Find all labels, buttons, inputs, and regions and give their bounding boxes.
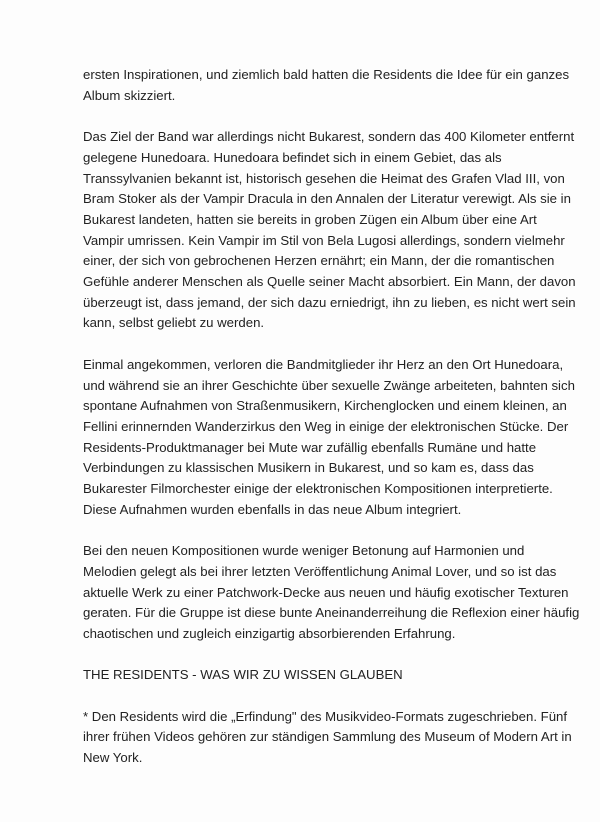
text-line: Bukarest landeten, hatten sie bereits in groben Zügen ein Album über eine Art bbox=[83, 211, 537, 227]
text-line: Das Ziel der Band war allerdings nicht Bukarest, sondern das 400 Kilometer entfernt bbox=[83, 129, 575, 145]
bullet-paragraph bbox=[83, 707, 572, 769]
text-line: spontane Aufnahmen von Straßenmusikern, Kirchenglocken und einem kleinen, an bbox=[83, 398, 567, 414]
text-line: kann, selbst geliebt zu werden. bbox=[83, 315, 265, 331]
text-line: Verbindungen zu klassischen Musikern in Bukarest, und so kam es, dass das bbox=[83, 460, 534, 476]
text-line: überzeugt ist, dass jemand, der sich dazu erniedrigt, ihn zu lieben, es nicht wert sein bbox=[83, 294, 576, 310]
paragraph bbox=[83, 355, 575, 521]
text-line: Gefühle anderer Menschen als Quelle seiner Macht absorbiert. Ein Mann, der davon bbox=[83, 274, 576, 290]
paragraph bbox=[83, 65, 570, 106]
text-line: Bukarester Filmorchester einige der elektronischen Kompositionen interpretierte. bbox=[83, 481, 553, 497]
text-line: chaotischen und zugleich einzigartig absorbierenden Erfahrung. bbox=[83, 625, 456, 641]
text-line: Melodien gelegt als bei ihrer letzten Veröffentlichung Animal Lover, und so ist das bbox=[83, 563, 557, 579]
section-heading: THE RESIDENTS - WAS WIR ZU WISSEN GLAUBEN bbox=[83, 667, 403, 683]
text-line: Album skizziert. bbox=[83, 87, 176, 103]
text-line: geraten. Für die Gruppe ist diese bunte Aneinanderreihung die Reflexion einer häufig bbox=[83, 605, 580, 621]
text-line: gelegene Hunedoara. Hunedoara befindet sich in einem Gebiet, das als bbox=[83, 149, 502, 165]
text-line: einer, der sich von gebrochenen Herzen ernährt; ein Mann, der die romantischen bbox=[83, 253, 555, 269]
text-line: Vampir umrissen. Kein Vampir im Stil von Bela Lugosi allerdings, sondern vielmehr bbox=[83, 232, 565, 248]
text-line: Fellini erinnernden Wanderzirkus den Weg in einige der elektronischen Stücke. Der bbox=[83, 418, 569, 434]
text-line: ersten Inspirationen, und ziemlich bald hatten die Residents die Idee für ein ganzes bbox=[83, 67, 570, 82]
text-line: Residents-Produktmanager bei Mute war zufällig ebenfalls Rumäne und hatte bbox=[83, 439, 537, 455]
text-line: Bei den neuen Kompositionen wurde weniger Betonung auf Harmonien und bbox=[83, 543, 525, 559]
text-line: Bram Stoker als der Vampir Dracula in den Annalen der Literatur verewigt. Als sie in bbox=[83, 191, 571, 207]
body-paragraphs bbox=[83, 65, 580, 645]
paragraph bbox=[83, 127, 576, 334]
text-line: New York. bbox=[83, 750, 143, 766]
text-line: Diese Aufnahmen wurden ebenfalls in das neue Album integriert. bbox=[83, 501, 462, 517]
paragraph bbox=[83, 541, 580, 645]
text-line: aktuelle Werk zu einer Patchwork-Decke aus neuen und häufig exotischer Texturen bbox=[83, 584, 569, 600]
text-line: ihrer frühen Videos gehören zur ständigen Sammlung des Museum of Modern Art in bbox=[83, 729, 572, 745]
text-line: Einmal angekommen, verloren die Bandmitglieder ihr Herz an den Ort Hunedoara, bbox=[83, 356, 564, 372]
document-page bbox=[83, 65, 580, 790]
text-line: und während sie an ihrer Geschichte über sexuelle Zwänge arbeiteten, bahnten sich bbox=[83, 377, 575, 393]
text-line: Transsylvanien bekannt ist, historisch gesehen die Heimat des Grafen Vlad III, von bbox=[83, 170, 565, 186]
text-line: * Den Residents wird die „Erfindung" des Musikvideo-Formats zugeschrieben. Fünf bbox=[83, 708, 568, 724]
